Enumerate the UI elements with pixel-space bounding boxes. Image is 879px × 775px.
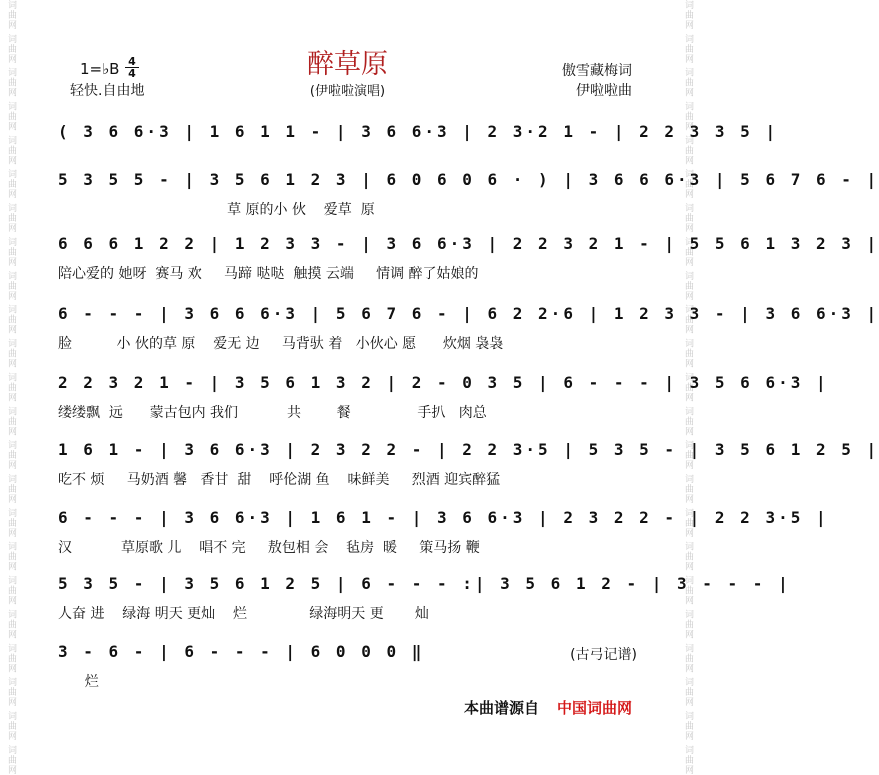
composer-credit: 伊啦啦曲 <box>576 83 632 99</box>
score-system-8 <box>58 572 791 624</box>
time-signature-top: 4 <box>128 55 136 68</box>
notation-line: ( 3 6 6·3 | 1 6 1 1 - | 3 6 6·3 | 2 3·2 1 - | 2 2 3 3 5 | <box>58 122 779 141</box>
lyric-line: 缕缕飘 远 蒙古包内 我们 共 餐 手扒 肉总 <box>58 405 487 421</box>
score-system-6 <box>58 438 879 490</box>
notation-line: 5 3 5 5 - | 3 5 6 1 2 3 | 6 0 6 0 6 · ) | 3 6 6 6·3 | 5 6 7 6 - | <box>58 170 879 189</box>
song-subtitle: (伊啦啦演唱) <box>309 84 386 99</box>
lyric-line: 吃不 烦 马奶酒 馨 香甘 甜 呼伦湖 鱼 味鲜美 烈酒 迎宾醉猛 <box>58 472 501 488</box>
notation-line: 6 - - - | 3 6 6·3 | 1 6 1 - | 3 6 6·3 | 2 3 2 2 - | 2 2 3·5 | <box>58 508 829 527</box>
transcriber-credit: (古弓记谱) <box>570 647 637 663</box>
tempo-marking: 轻快.自由地 <box>70 83 145 99</box>
site-brand-link[interactable]: 中国词曲网 <box>557 699 633 717</box>
key-signature: 1=♭B <box>80 60 120 78</box>
time-signature-bottom: 4 <box>125 67 139 79</box>
source-footer <box>464 697 632 718</box>
score-system-9 <box>58 640 638 692</box>
notation-line: 1 6 1 - | 3 6 6·3 | 2 3 2 2 - | 2 2 3·5 | 5 3 5 - | 3 5 6 1 2 5 | <box>58 440 879 459</box>
notation-line: 6 6 6 1 2 2 | 1 2 3 3 - | 3 6 6·3 | 2 2 3 2 1 - | 5 5 6 1 3 2 3 | <box>58 234 879 253</box>
lyricist-credit: 傲雪藏梅词 <box>562 63 632 79</box>
watermark-right: 词曲网 词曲网 词曲网 词曲网 词曲网 词曲网 词曲网 词曲网 词曲网 词曲网 词曲网 词曲网 词曲网 词曲网 词曲网 词曲网 词曲网 词曲网 词曲网 词曲网 词曲网 词曲网 词曲网 <box>683 0 693 775</box>
score-system-7 <box>58 506 829 558</box>
score-system-5 <box>58 371 829 423</box>
score-system-1 <box>58 120 779 172</box>
notation-line: 6 - - - | 3 6 6 6·3 | 5 6 7 6 - | 6 2 2·6 | 1 2 3 3 - | 3 6 6·3 | <box>58 304 879 323</box>
notation-line: 3 - 6 - | 6 - - - | 6 0 0 0 ‖ <box>58 642 425 661</box>
watermark-left: 词曲网 词曲网 词曲网 词曲网 词曲网 词曲网 词曲网 词曲网 词曲网 词曲网 词曲网 词曲网 词曲网 词曲网 词曲网 词曲网 词曲网 词曲网 词曲网 词曲网 词曲网 词曲网 词曲网 <box>6 0 16 775</box>
lyric-line: 陪心爱的 她呀 赛马 欢 马蹄 哒哒 触摸 云端 情调 醉了姑娘的 <box>58 266 479 282</box>
notation-line: 2 2 3 2 1 - | 3 5 6 1 3 2 | 2 - 0 3 5 | 6 - - - | 3 5 6 6·3 | <box>58 373 829 392</box>
score-system-3 <box>58 232 879 284</box>
lyric-line: 脸 小 伙的草 原 爱无 边 马背驮 着 小伙心 愿 炊烟 袅袅 <box>58 336 504 352</box>
song-title: 醉草原 <box>307 49 388 80</box>
notation-line: 5 3 5 - | 3 5 6 1 2 5 | 6 - - - :| 3 5 6 1 2 - | 3 - - - | <box>58 574 791 593</box>
lyric-line: 烂 <box>58 674 99 690</box>
lyric-line: 草 原的小 伙 爱草 原 <box>58 202 375 218</box>
source-label: 本曲谱源自 <box>464 699 540 717</box>
score-system-4 <box>58 302 879 354</box>
score-system-2 <box>58 168 879 220</box>
lyric-line: 汉 草原歌 儿 唱不 完 敖包相 会 毡房 暖 策马扬 鞭 <box>58 540 480 556</box>
lyric-line: 人奋 进 绿海 明天 更灿 烂 绿海明天 更 灿 <box>58 606 429 622</box>
